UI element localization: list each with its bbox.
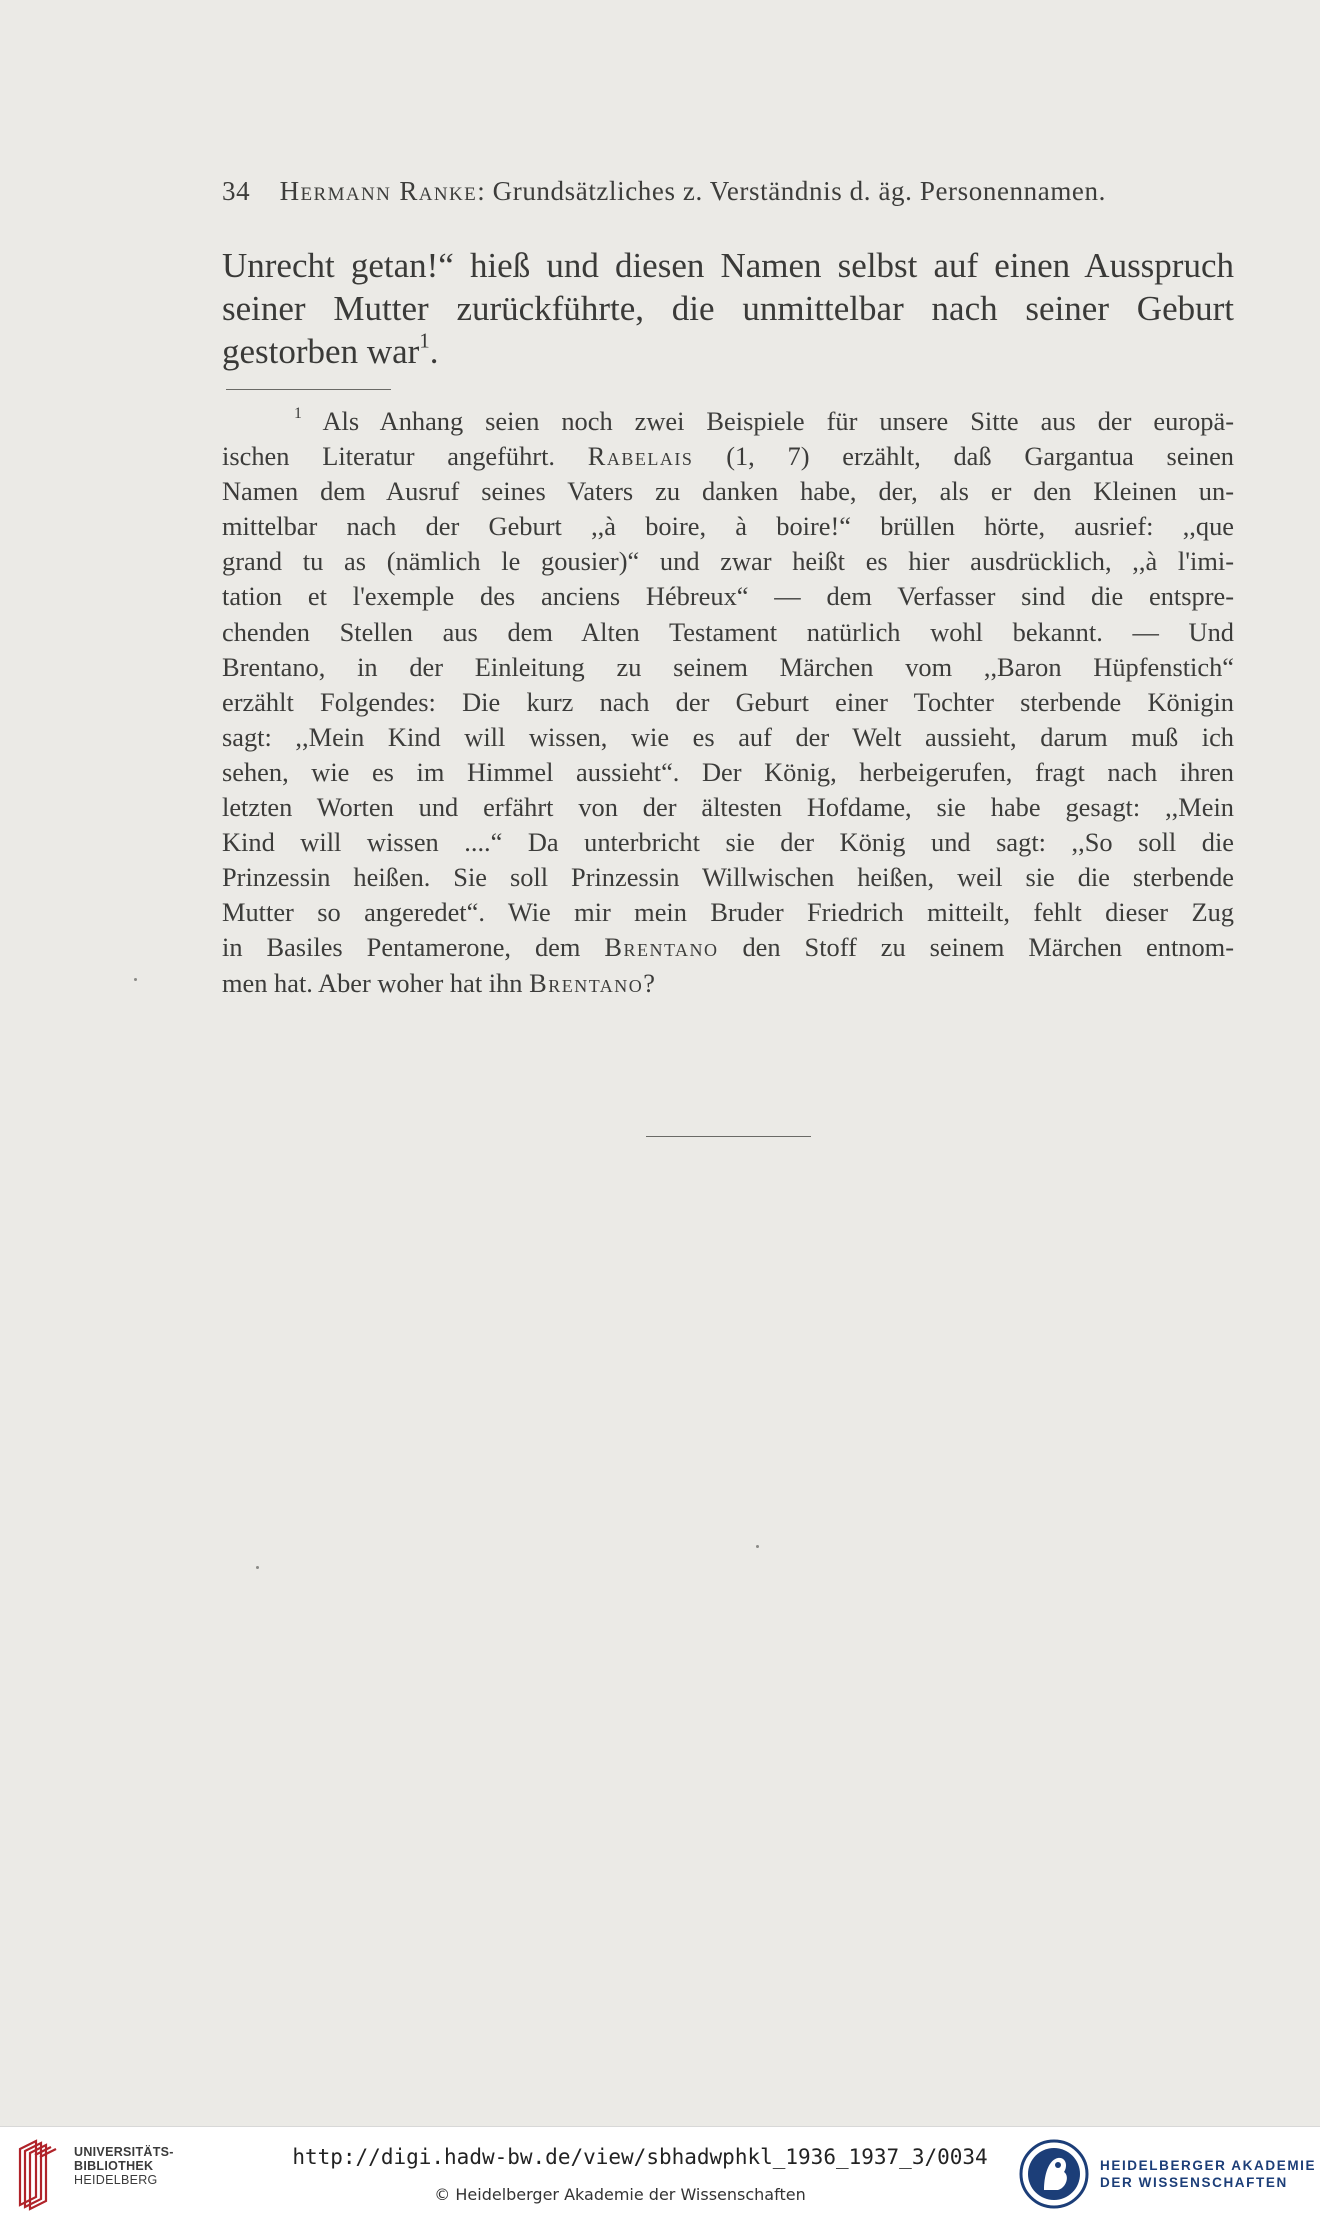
- header-title: Grundsätzliches z. Verständnis d. äg. Personennamen.: [492, 176, 1106, 206]
- copyright-notice: © Heidelberger Akademie der Wissenschaften: [434, 2185, 806, 2204]
- body-line: seiner Mutter zurückführte, die unmittelbar nach seiner Geburt: [222, 289, 1234, 328]
- footnote-line: Mutter so angeredet“. Wie mir mein Bruder Friedrich mitteilt, fehlt dieser Zug: [222, 897, 1234, 928]
- section-end-rule: [646, 1136, 811, 1137]
- footnote-line: men hat. Aber woher hat ihn Brentano?: [222, 967, 655, 998]
- paper-speck: [756, 1545, 759, 1548]
- academy-name: HEIDELBERGER AKADEMIE DER WISSENSCHAFTEN: [1100, 2158, 1317, 2190]
- running-header: 34 Hermann Ranke: Grundsätzliches z. Verständnis d. äg. Personennamen.: [222, 176, 1106, 206]
- footnote-marker: 1: [294, 405, 302, 423]
- header-author: Hermann Ranke: [279, 176, 478, 206]
- footnote-line: sagt: ,,Mein Kind will wissen, wie es auf der Welt aussieht, darum muß ich: [222, 721, 1234, 752]
- page-number: 34: [222, 176, 251, 206]
- body-line: Unrecht getan!“ hieß und diesen Namen selbst auf einen Ausspruch: [222, 246, 1234, 285]
- footnote-line: Prinzessin heißen. Sie soll Prinzessin Willwischen heißen, weil sie die sterbende: [222, 862, 1234, 893]
- academy-seal-logo[interactable]: [1018, 2138, 1090, 2210]
- footnote-line: mittelbar nach der Geburt ,,à boire, à boire!“ brüllen hörte, ausrief: ,,que: [222, 511, 1234, 542]
- footnote-line: letzten Worten und erfährt von der ältesten Hofdame, sie habe gesagt: ,,Mein: [222, 792, 1234, 823]
- body-line: gestorben war$^1$.: [222, 328, 439, 371]
- body-text: [222, 244, 1234, 373]
- footnote-line: in Basiles Pentamerone, dem Brentano den Stoff zu seinem Märchen entnom-: [222, 932, 1234, 963]
- footnote-line: ischen Literatur angeführt. Rabelais (1, 7) erzählt, daß Gargantua seinen: [222, 441, 1234, 472]
- paper-speck: [256, 1566, 259, 1569]
- viewer-footer: [0, 2126, 1320, 2219]
- footnote-line: chenden Stellen aus dem Alten Testament natürlich wohl bekannt. — Und: [222, 616, 1234, 647]
- footnote-separator: [226, 389, 391, 390]
- permalink-url[interactable]: http://digi.hadw-bw.de/view/sbhadwphkl_1936_1937_3/0034: [292, 2145, 988, 2169]
- footnote-line: Kind will wissen ....“ Da unterbricht sie der König und sagt: ,,So soll die: [222, 827, 1234, 858]
- footnote-line: $^1$ Als Anhang seien noch zwei Beispiele für unsere Sitte aus der europä-: [294, 405, 1234, 436]
- footnote-line: tation et l'exemple des anciens Hébreux“ — dem Verfasser sind die entspre-: [222, 581, 1234, 612]
- footnote-line: sehen, wie es im Himmel aussieht“. Der König, herbeigerufen, fragt nach ihren: [222, 756, 1234, 787]
- footnote-line: grand tu as (nämlich le gousier)“ und zwar heißt es hier ausdrücklich, ,,à l'imi-: [222, 546, 1234, 577]
- footnote-line: Namen dem Ausruf seines Vaters zu danken habe, der, als er den Kleinen un-: [222, 476, 1234, 507]
- paper-speck: [134, 978, 137, 981]
- library-name: UNIVERSITÄTS- BIBLIOTHEK HEIDELBERG: [74, 2145, 174, 2187]
- footnote-line: Brentano, in der Einleitung zu seinem Märchen vom ,,Baron Hüpfenstich“: [222, 651, 1234, 682]
- footnote-line: erzählt Folgendes: Die kurz nach der Geburt einer Tochter sterbende Königin: [222, 686, 1234, 717]
- footnote: [222, 404, 1234, 1001]
- footnote-reference[interactable]: 1: [419, 328, 430, 353]
